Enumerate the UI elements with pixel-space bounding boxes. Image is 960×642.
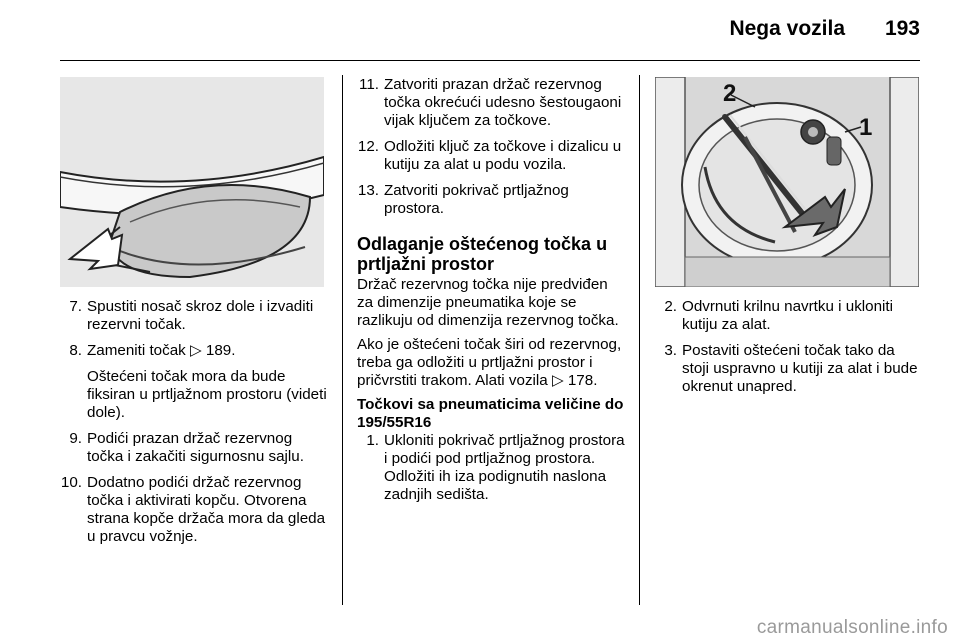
watermark: carmanualsonline.info [756, 617, 948, 638]
step-text: Zatvoriti pokrivač prtljažnog prostora. [384, 182, 569, 217]
callout-label-2: 2 [723, 80, 737, 107]
step-text: Zatvoriti prazan držač rezervnog točka okrećući udesno šestougaoni vijak ključem za točkove. [384, 76, 622, 129]
step-text: Podići prazan držač rezervnog točka i zakačiti sigurnosnu sajlu. [87, 430, 304, 465]
step-number: 8. [69, 342, 82, 359]
page-number: 193 [884, 17, 920, 40]
section-heading: Odlaganje oštećenog točka u prtljažni prostor [357, 234, 608, 274]
step-item [357, 432, 627, 504]
step-item [60, 342, 328, 422]
column-divider-2 [639, 75, 640, 605]
step-number: 3. [664, 342, 677, 359]
step-item [655, 298, 920, 334]
subheading: Točkovi sa pneumaticima veličine do 195/55R16 [357, 396, 624, 431]
step-item [60, 474, 328, 546]
callout-label-1: 1 [859, 114, 873, 141]
step-number: 11. [359, 76, 379, 93]
step-note: Oštećeni točak mora da bude fiksiran u prtljažnom prostoru (videti dole). [87, 368, 327, 421]
step-number: 1. [366, 432, 379, 449]
step-number: 2. [664, 298, 677, 315]
column-3 [655, 298, 920, 404]
step-item [357, 138, 627, 174]
paragraph: Držač rezervnog točka nije predviđen za dimenzije pneumatika koje se razlikuju od dimenzija rezervnog točka. [357, 276, 619, 329]
step-text: Odvrnuti krilnu navrtku i ukloniti kutiju za alat. [682, 298, 894, 333]
step-item [60, 298, 328, 334]
toolbox-spare-wheel-illustration [655, 77, 919, 287]
step-item [357, 76, 627, 130]
figure-spare-wheel-lowering [60, 77, 324, 287]
step-number: 12. [357, 138, 379, 155]
figure-toolbox-spare-wheel [655, 77, 919, 287]
step-text: Spustiti nosač skroz dole i izvaditi rezervni točak. [87, 298, 314, 333]
step-number: 10. [60, 474, 82, 491]
step-text: Ukloniti pokrivač prtljažnog prostora i podići pod prtljažnog prostora. Odložiti ih iza podignutih naslona zadnjih sedišta. [384, 432, 625, 503]
page-header-title: Nega vozila [729, 17, 845, 40]
step-number: 9. [69, 430, 82, 447]
step-number: 7. [69, 298, 82, 315]
spare-wheel-lowering-illustration [60, 77, 324, 287]
column-2 [357, 76, 627, 512]
step-text: Zameniti točak ▷ 189. [87, 342, 236, 359]
step-item [60, 430, 328, 466]
column-1 [60, 298, 328, 554]
step-text: Postaviti oštećeni točak tako da stoji uspravno u kutiji za alat i bude okrenut unapred. [682, 342, 918, 395]
column-divider-1 [342, 75, 343, 605]
step-item [357, 182, 627, 218]
step-number: 13. [357, 182, 379, 199]
paragraph: Ako je oštećeni točak širi od rezervnog, treba ga odložiti u prtljažni prostor i pričvrstiti trakom. Alati vozila ▷ 178. [357, 336, 622, 389]
step-item [655, 342, 920, 396]
step-text: Dodatno podići držač rezervnog točka i aktivirati kopču. Otvorena strana kopče držača mora da gleda u pravcu vožnje. [87, 474, 326, 545]
header-rule [60, 60, 920, 61]
step-text: Odložiti ključ za točkove i dizalicu u kutiju za alat u podu vozila. [384, 138, 622, 173]
